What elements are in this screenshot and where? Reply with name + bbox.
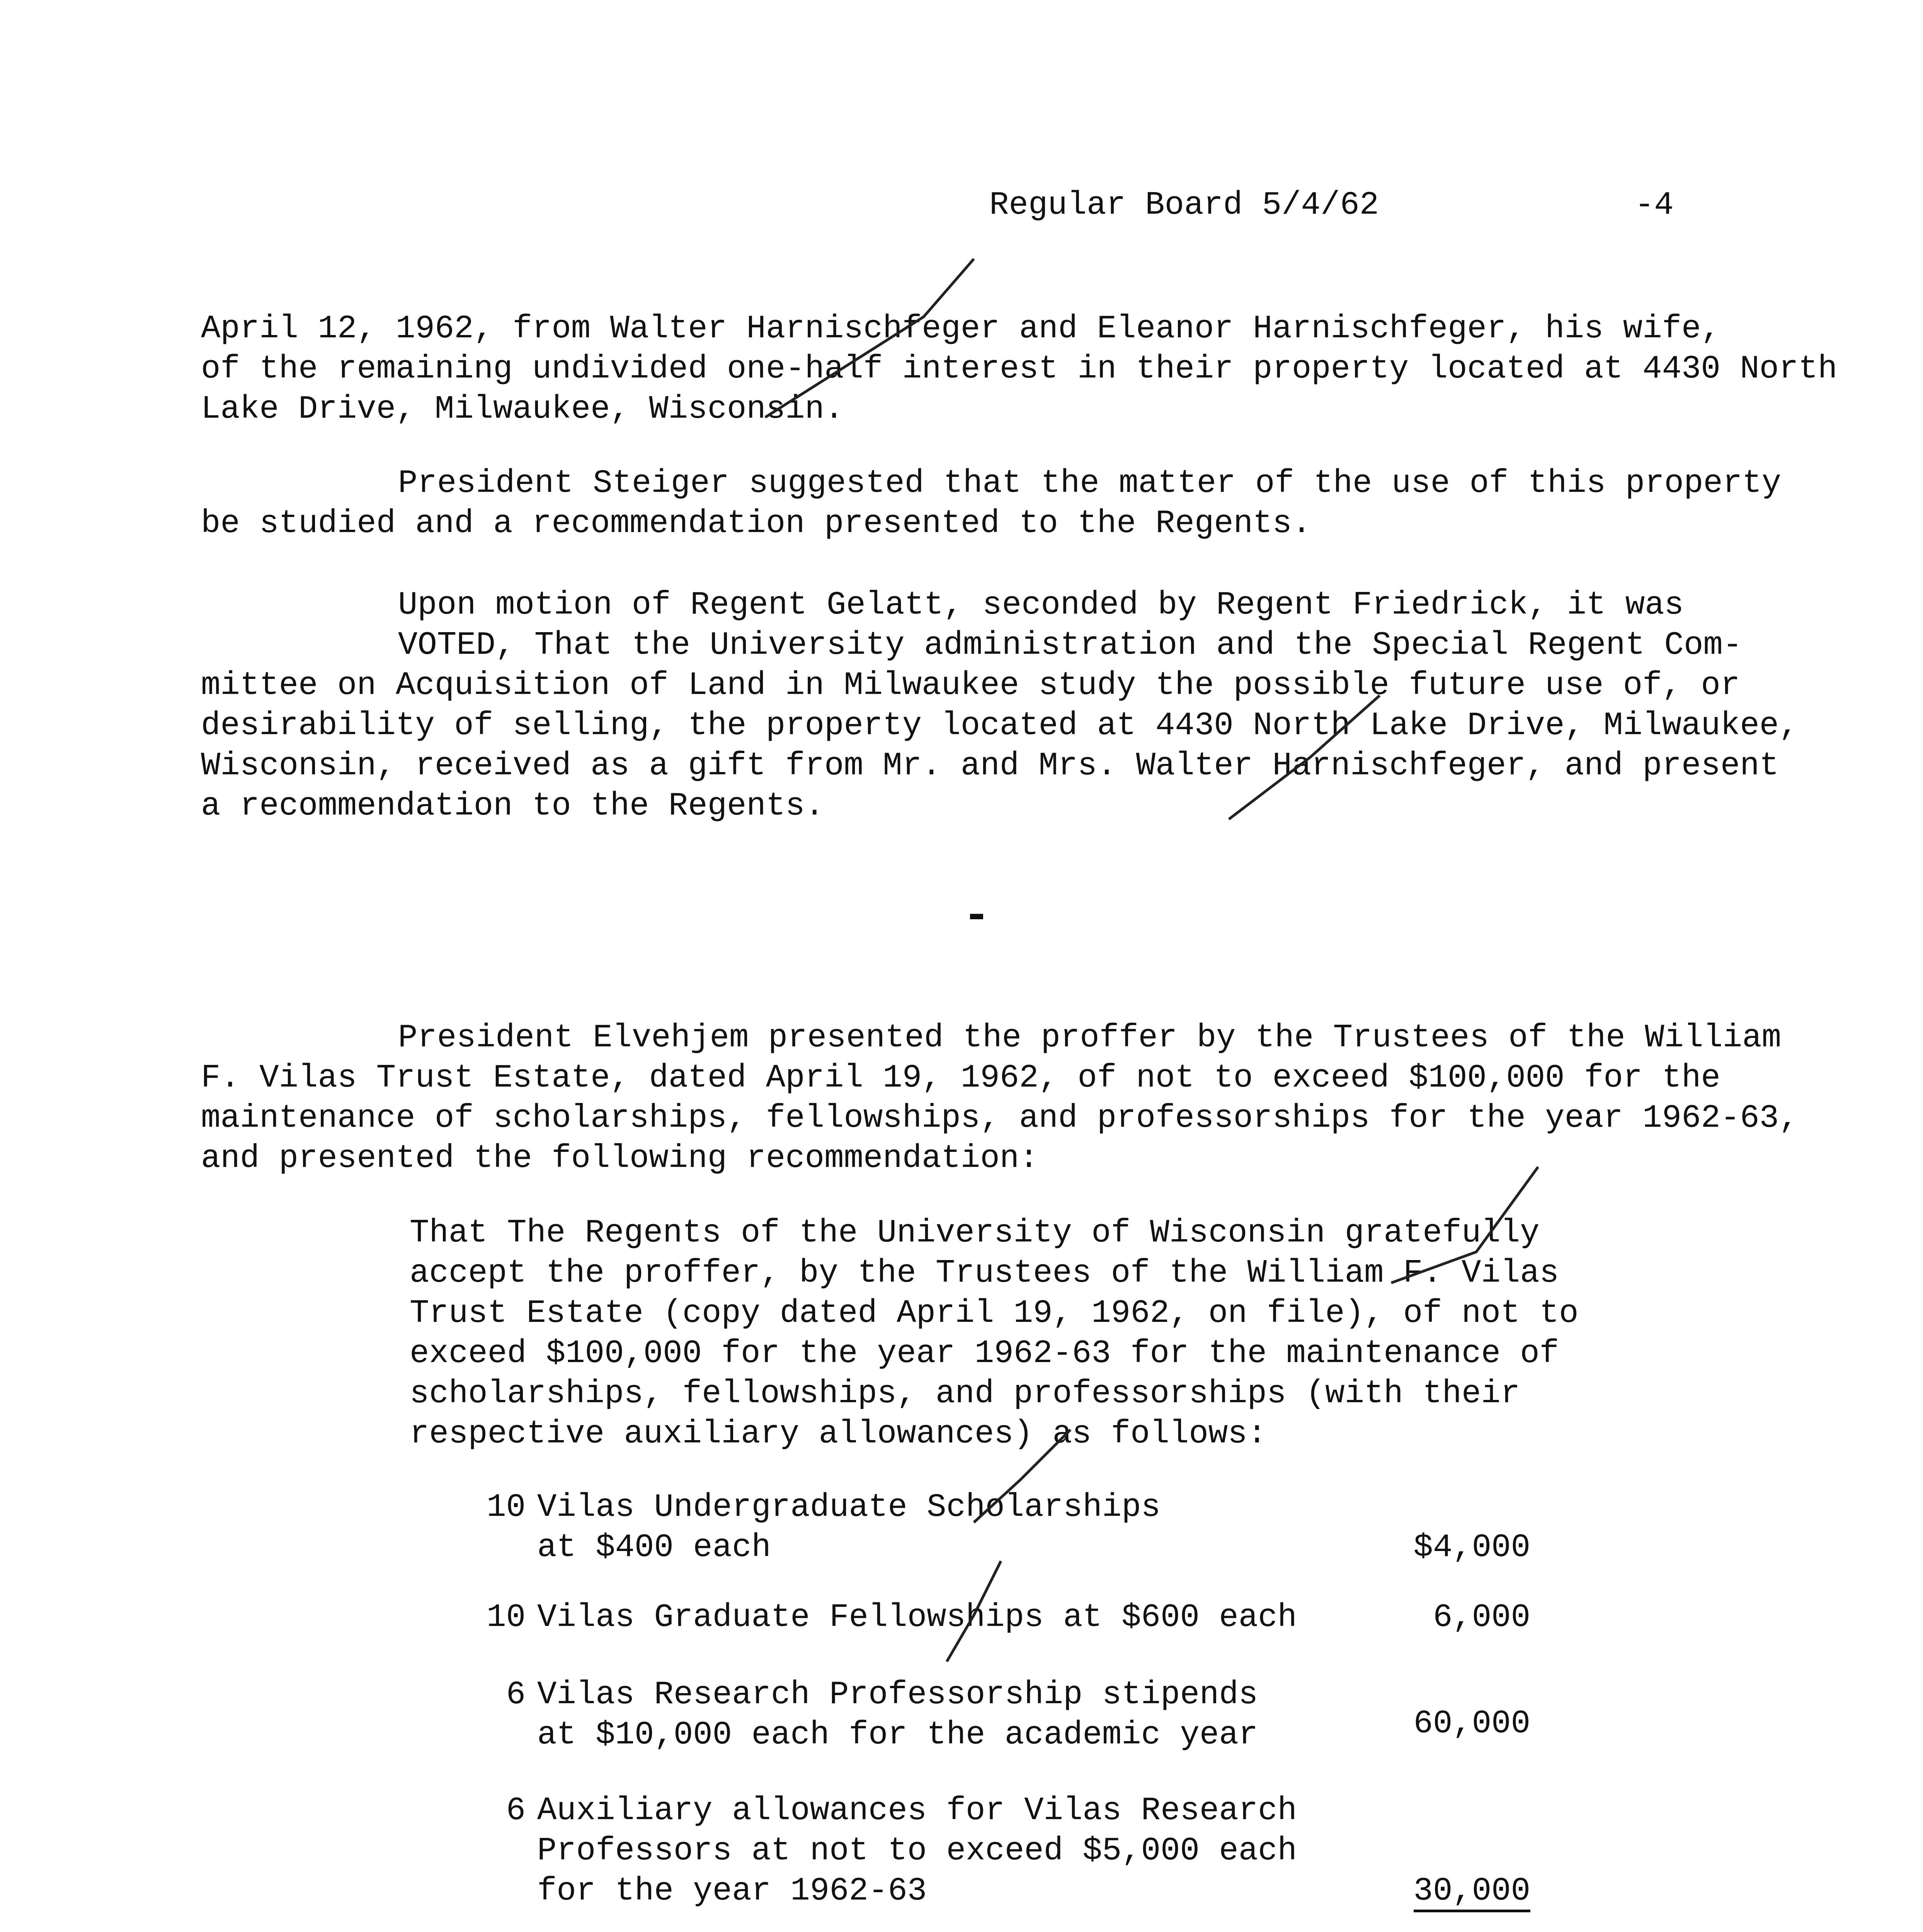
text-line: be studied and a recommendation presented to the Regents. <box>201 505 1312 542</box>
paragraph-elvehjem-proffer <box>201 1018 1824 1179</box>
text-line: respective auxiliary allowances) as follows: <box>410 1416 1267 1452</box>
text-line: Upon motion of Regent Gelatt, seconded by Regent Friedrick, it was <box>398 587 1684 624</box>
item-amount: 30,000 <box>1414 1873 1530 1912</box>
text-line: and presented the following recommendation: <box>201 1140 1039 1177</box>
text-line: maintenance of scholarships, fellowships, and professorships for the year 1962-63, <box>201 1100 1799 1137</box>
item-row <box>464 1791 1530 1913</box>
header-page-number: -4 <box>1635 187 1674 224</box>
paragraph-motion-voted <box>201 585 1824 827</box>
item-description-cont: at $400 each <box>537 1529 771 1566</box>
item-description-cont: for the year 1962-63 <box>537 1873 927 1910</box>
item-qty: 6 <box>506 1677 526 1713</box>
recommendation-text <box>410 1213 1685 1454</box>
paragraph-steiger-suggestion <box>201 464 1824 544</box>
text-line: accept the proffer, by the Trustees of the William F. Vilas <box>410 1255 1559 1292</box>
item-row <box>464 1488 1530 1569</box>
item-row <box>464 1598 1530 1640</box>
text-line: President Steiger suggested that the matter of the use of this property <box>398 465 1781 502</box>
text-line: President Elvehjem presented the proffer by the Trustees of the William <box>398 1020 1781 1056</box>
text-line: VOTED, That the University administration and the Special Regent Com- <box>398 627 1743 664</box>
item-amount: $4,000 <box>1413 1529 1530 1566</box>
section-separator <box>970 914 983 919</box>
text-line: a recommendation to the Regents. <box>201 788 825 825</box>
item-qty: 10 <box>487 1599 526 1636</box>
text-line: of the remaining undivided one-half interest in their property located at 4430 North <box>201 351 1838 388</box>
item-description: Vilas Research Professorship stipends <box>537 1677 1258 1713</box>
item-amount: 6,000 <box>1433 1599 1530 1636</box>
text-line: Wisconsin, received as a gift from Mr. and Mrs. Walter Harnischfeger, and present <box>201 748 1779 784</box>
header-title: Regular Board 5/4/62 <box>989 187 1379 224</box>
text-line: F. Vilas Trust Estate, dated April 19, 1962, of not to exceed $100,000 for the <box>201 1060 1720 1097</box>
item-description-cont: at $10,000 each for the academic year <box>537 1717 1258 1753</box>
item-qty: 10 <box>487 1489 526 1526</box>
item-row <box>464 1675 1530 1756</box>
text-line: scholarships, fellowships, and professorships (with their <box>410 1376 1520 1412</box>
text-line: Trust Estate (copy dated April 19, 1962, on file), of not to <box>410 1295 1579 1332</box>
item-description: Auxiliary allowances for Vilas Research <box>537 1793 1297 1829</box>
item-description-cont: Professors at not to exceed $5,000 each <box>537 1833 1297 1869</box>
text-line: desirability of selling, the property located at 4430 North Lake Drive, Milwaukee, <box>201 707 1799 744</box>
paragraph-gift-acceptance <box>201 309 1838 430</box>
text-line: exceed $100,000 for the year 1962-63 for the maintenance of <box>410 1335 1559 1372</box>
item-qty: 6 <box>506 1793 526 1829</box>
item-description: Vilas Undergraduate Scholarships <box>537 1489 1161 1526</box>
item-amount: 60,000 <box>1413 1706 1530 1742</box>
page-header <box>989 185 1674 226</box>
text-line: mittee on Acquisition of Land in Milwaukee study the possible future use of, or <box>201 667 1740 704</box>
text-line: Lake Drive, Milwaukee, Wisconsin. <box>201 391 844 428</box>
text-line: That The Regents of the University of Wisconsin gratefully <box>410 1215 1540 1252</box>
item-description: Vilas Graduate Fellowships at $600 each <box>537 1599 1297 1636</box>
text-line: April 12, 1962, from Walter Harnischfeger and Eleanor Harnischfeger, his wife, <box>201 311 1720 347</box>
